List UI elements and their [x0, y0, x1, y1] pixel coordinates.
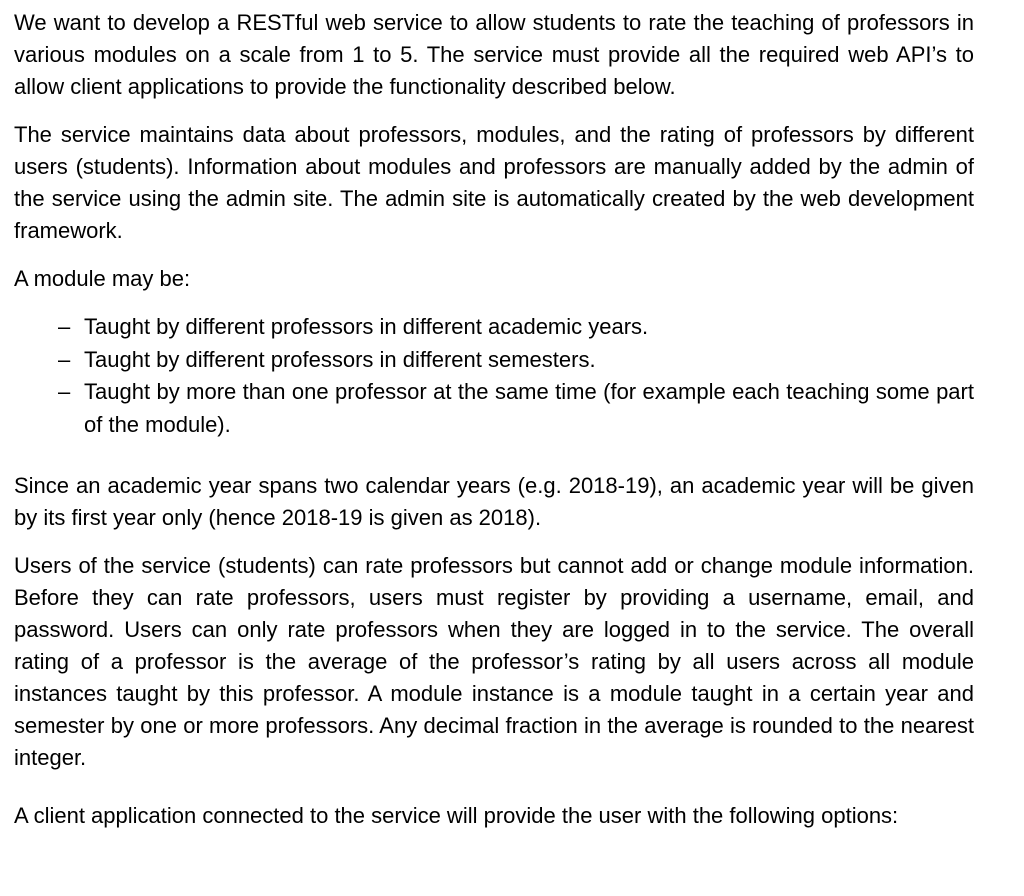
list-item — [58, 311, 974, 344]
paragraph-data-maintenance: The service maintains data about professors, modules, and the rating of professors by different users (students). Information about modules and professors are manually added by the admin of the service using the admin site. The admin site is automatically created by the web development framework. — [14, 122, 974, 243]
list-item-text: Taught by different professors in different academic years. — [84, 314, 649, 339]
list-item-text: Taught by different professors in different semesters. — [84, 346, 596, 372]
paragraph-academic-year: Since an academic year spans two calendar years (e.g. 2018-19), an academic year will be given by its first year only (hence 2018-19 is given as 2018). — [14, 473, 974, 530]
list-item — [58, 376, 974, 441]
paragraph-module-intro: A module may be: — [14, 266, 191, 291]
list-item-text: Taught by more than one professor at the same time (for example each teaching some part of the module). — [84, 379, 974, 437]
dash-bullet-marker: – — [58, 346, 71, 372]
paragraph-client-options: A client application connected to the service will provide the user with the following options: — [14, 803, 899, 828]
module-bullet-list — [14, 311, 974, 441]
paragraph-intro: We want to develop a RESTful web service to allow students to rate the teaching of professors in various modules on a scale from 1 to 5. The service must provide all the required web API’s to allow client applications to provide the functionality described below. — [14, 10, 974, 99]
list-item — [58, 344, 974, 377]
paragraph-users-rating: Users of the service (students) can rate professors but cannot add or change module information. Before they can rate professors, users must register by providing a username, email, and password. Users can only rate professors when they are logged in to the service. The overall rating of a professor is the average of the professor’s rating by all users across all module instances taught by this professor. A module instance is a module taught in a certain year and semester by one or more professors. Any decimal fraction in the average is rounded to the nearest integer. — [14, 553, 974, 770]
dash-bullet-marker: – — [58, 379, 71, 404]
dash-bullet-marker: – — [58, 314, 71, 339]
